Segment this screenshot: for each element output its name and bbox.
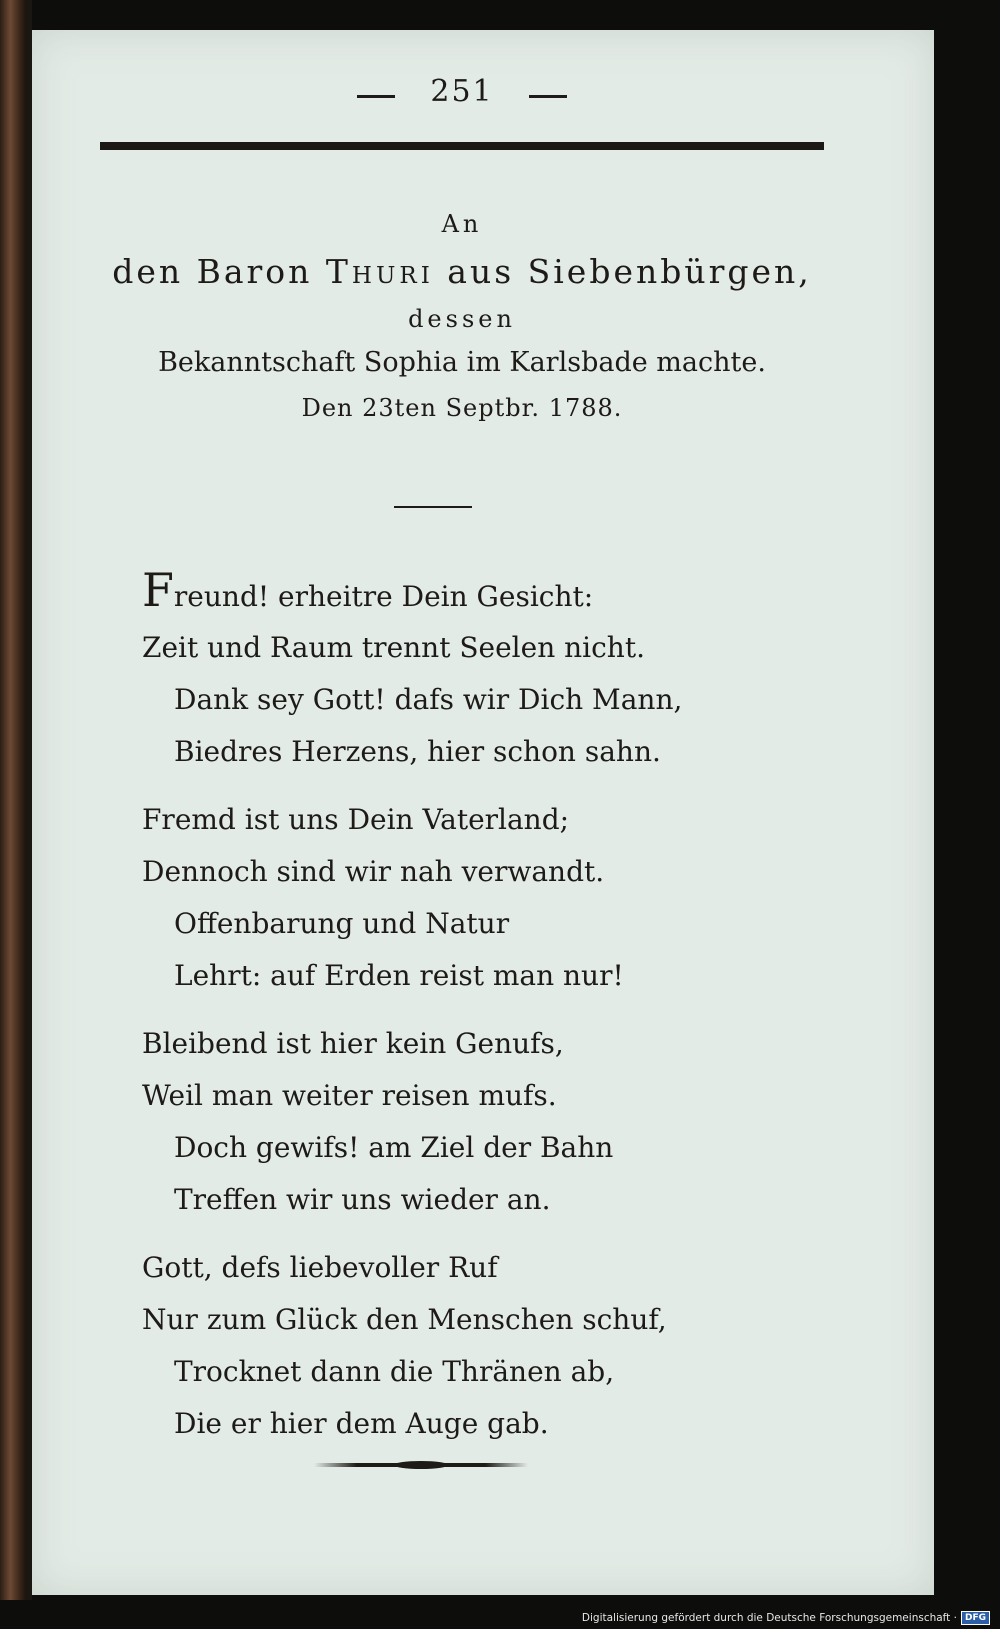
stanza <box>142 1018 842 1226</box>
stanza <box>142 1242 842 1450</box>
poem-line: Dank sey Gott! dafs wir Dich Mann, <box>174 683 683 716</box>
running-header <box>102 74 822 109</box>
title-name: Thuri <box>325 252 434 291</box>
title-separator <box>394 506 472 508</box>
header-dash-left <box>357 95 395 98</box>
title-an: An <box>441 210 483 238</box>
title-acquaintance: Bekanntschaft Sophia im Karlsbade machte. <box>158 347 766 378</box>
title-date: Den 23ten Septbr. 1788. <box>301 394 623 422</box>
title-prefix: den Baron <box>112 252 313 291</box>
title-suffix: aus Siebenbürgen, <box>447 252 812 291</box>
stanza <box>142 794 842 1002</box>
poem-line: Biedres Herzens, hier schon sahn. <box>174 735 661 768</box>
digitization-credit <box>582 1611 990 1625</box>
header-rule <box>100 142 824 150</box>
poem-line: Treffen wir uns wieder an. <box>174 1183 551 1216</box>
poem-line: Nur zum Glück den Menschen schuf, <box>142 1303 667 1336</box>
poem-line: Trocknet dann die Thränen ab, <box>174 1355 615 1388</box>
poem-line: Bleibend ist hier kein Genufs, <box>142 1027 564 1060</box>
poem-title <box>72 210 852 422</box>
poem-line: Dennoch sind wir nah verwandt. <box>142 855 605 888</box>
stanza <box>142 563 842 778</box>
book-page <box>32 30 934 1595</box>
title-dessen: dessen <box>408 305 516 333</box>
poem-line: Fremd ist uns Dein Vaterland; <box>142 803 570 836</box>
poem-line: Doch gewifs! am Ziel der Bahn <box>174 1131 614 1164</box>
credit-text: Digitalisierung gefördert durch die Deutsche Forschungsgemeinschaft · <box>581 1612 957 1624</box>
end-ornament <box>314 1463 528 1467</box>
page-number: 251 <box>430 74 494 109</box>
poem-line <box>142 563 842 622</box>
poem-line: Die er hier dem Auge gab. <box>174 1407 549 1440</box>
poem-line: Lehrt: auf Erden reist man nur! <box>174 959 624 992</box>
dfg-logo: DFG <box>961 1611 990 1625</box>
poem-line: Weil man weiter reisen mufs. <box>142 1079 557 1112</box>
header-dash-right <box>529 95 567 98</box>
book-binding <box>0 0 26 1600</box>
title-dedication <box>72 252 852 291</box>
poem-line: Offenbarung und Natur <box>174 907 510 940</box>
poem-line: Zeit und Raum trennt Seelen nicht. <box>142 631 645 664</box>
poem-body <box>142 563 842 1466</box>
poem-line: Gott, defs liebevoller Ruf <box>142 1251 498 1284</box>
poem-line-text: reund! erheitre Dein Gesicht: <box>173 580 594 613</box>
initial-letter: F <box>142 563 174 617</box>
